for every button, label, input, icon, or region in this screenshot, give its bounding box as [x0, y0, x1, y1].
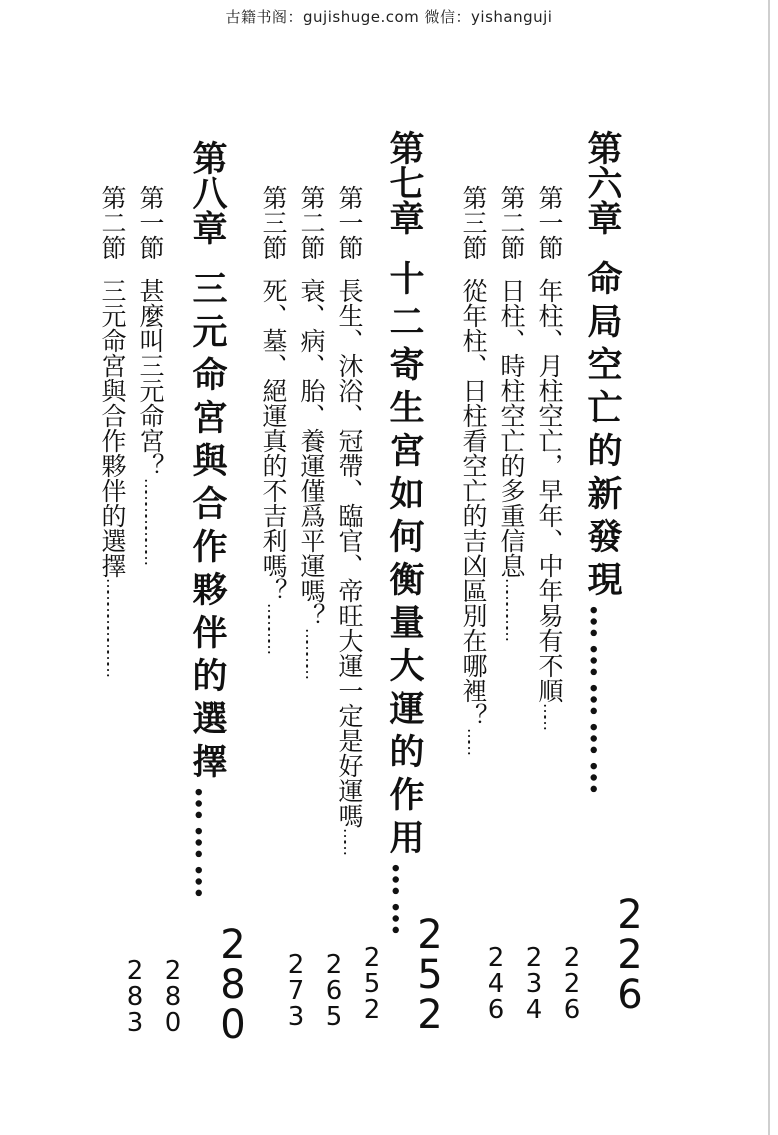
section-label: 第一節 — [335, 185, 364, 260]
section-page-number: 2 8 0 — [164, 956, 182, 1038]
section-title: 日柱、時柱空亡的多重信息 — [497, 278, 526, 578]
watermark-text: 古籍书阁：gujishuge.com 微信：yishanguji — [225, 8, 553, 26]
chapter-page-number: 2 2 6 — [617, 892, 643, 1018]
section-title: 年柱、月柱空亡，早年、中年易有不順 — [535, 278, 564, 703]
toc-chapter-6[interactable] — [582, 130, 623, 799]
leader-dots: …… — [384, 862, 425, 940]
toc-section-6-3[interactable] — [461, 185, 486, 752]
chapter-label: 第六章 — [582, 130, 623, 235]
leader-dots: …… — [540, 703, 559, 727]
toc-section-8-1[interactable] — [138, 185, 163, 562]
leader-dots: ……… — [187, 786, 228, 903]
leader-dots: …………… — [502, 578, 521, 638]
leader-dots: …………………… — [103, 578, 122, 674]
chapter-title: 三元命宮與合作夥伴的選擇 — [187, 270, 228, 786]
toc-section-8-2[interactable] — [100, 185, 125, 674]
toc-chapter-8[interactable] — [187, 140, 228, 903]
section-label: 第一節 — [136, 185, 165, 260]
section-label: 第一節 — [535, 185, 564, 260]
section-title: 衰、病、胎、養運僅爲平運嗎？ — [297, 278, 326, 628]
section-title: 長生、沐浴、冠帶、臨官、帝旺大運一定是好運嗎 — [335, 278, 364, 828]
section-label: 第二節 — [98, 185, 127, 260]
section-title: 三元命宮與合作夥伴的選擇 — [98, 278, 127, 578]
chapter-page-number: 2 5 2 — [417, 912, 443, 1038]
leader-dots: ………… — [302, 628, 321, 676]
chapter-label: 第七章 — [384, 130, 425, 235]
section-label: 第二節 — [297, 185, 326, 260]
section-page-number: 2 2 6 — [563, 943, 581, 1025]
section-label: 第三節 — [459, 185, 488, 260]
toc-section-7-1[interactable] — [337, 185, 362, 852]
toc-section-6-2[interactable] — [499, 185, 524, 638]
section-page-number: 2 4 6 — [487, 943, 505, 1025]
section-page-number: 2 6 5 — [325, 950, 343, 1032]
leader-dots: …… — [464, 728, 483, 752]
leader-dots: …… — [340, 828, 359, 852]
chapter-page-number: 2 8 0 — [220, 922, 246, 1048]
leader-dots: …………… — [582, 604, 623, 799]
section-label: 第二節 — [497, 185, 526, 260]
page-edge — [768, 0, 770, 1135]
section-label: 第三節 — [259, 185, 288, 260]
chapter-title: 十二寄生宮如何衡量大運的作用 — [384, 260, 425, 862]
toc-section-7-2[interactable] — [299, 185, 324, 676]
section-title: 甚麼叫三元命宮？ — [136, 278, 165, 478]
chapter-label: 第八章 — [187, 140, 228, 245]
chapter-title: 命局空亡的新發現 — [582, 260, 623, 604]
leader-dots: ………… — [264, 603, 283, 651]
section-page-number: 2 7 3 — [287, 950, 305, 1032]
toc-section-6-1[interactable] — [537, 185, 562, 727]
section-page-number: 2 8 3 — [126, 956, 144, 1038]
section-title: 從年柱、日柱看空亡的吉凶區別在哪裡？ — [459, 278, 488, 728]
toc-section-7-3[interactable] — [261, 185, 286, 651]
section-page-number: 2 5 2 — [363, 943, 381, 1025]
toc-chapter-7[interactable] — [384, 130, 425, 940]
section-title: 死、墓、絕運真的不吉利嗎？ — [259, 278, 288, 603]
section-page-number: 2 3 4 — [525, 943, 543, 1025]
leader-dots: ………………… — [141, 478, 160, 562]
